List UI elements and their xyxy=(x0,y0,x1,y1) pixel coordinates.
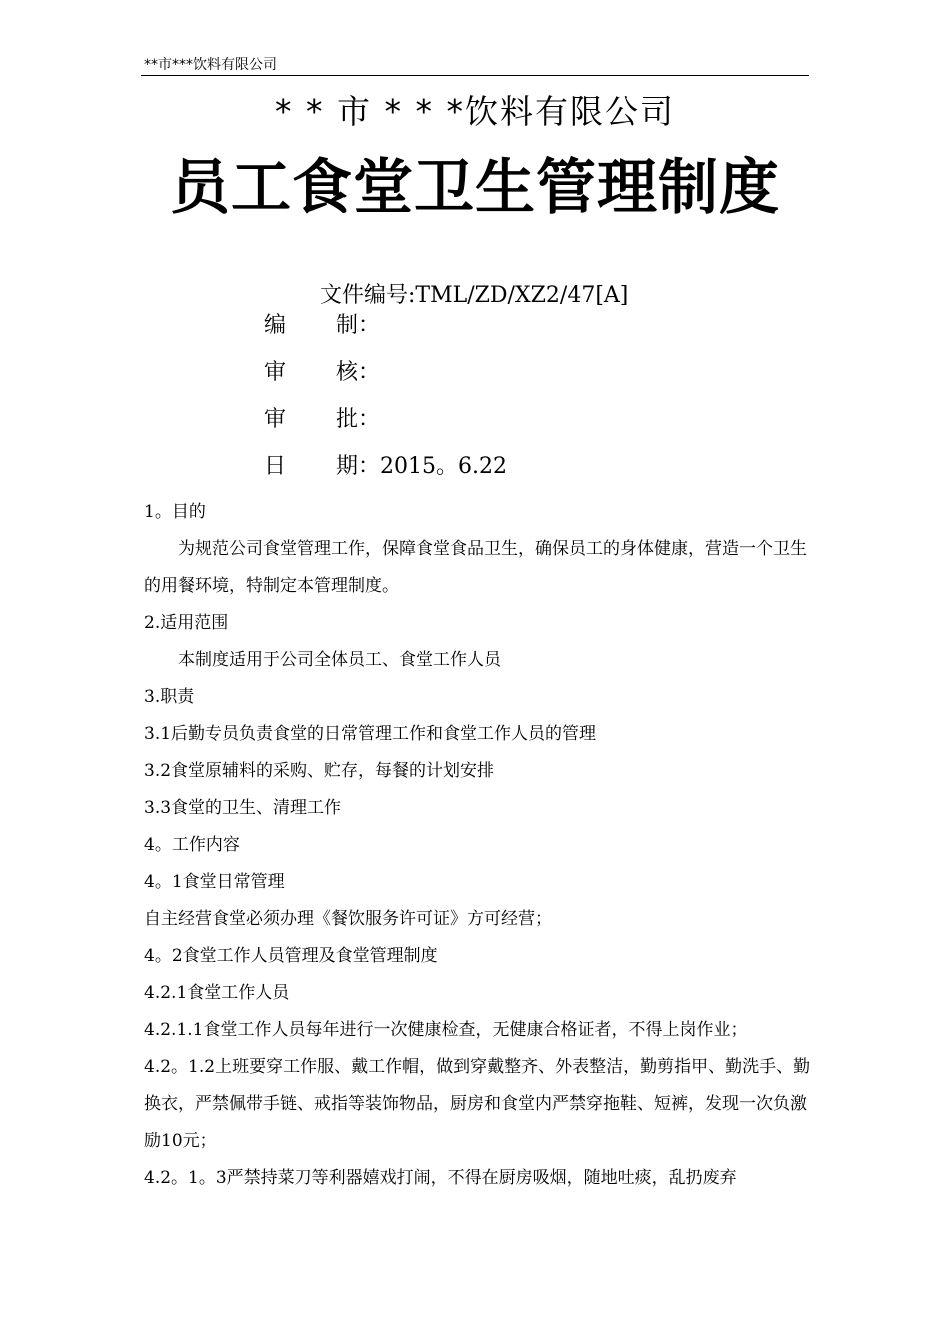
body-paragraph: 4.2.1.1食堂工作人员每年进行一次健康检查，无健康合格证者，不得上岗作业； xyxy=(144,1020,748,1040)
body-paragraph: 4.2。1.2上班要穿工作服、戴工作帽，做到穿戴整齐、外表整洁，勤剪指甲、勤洗手、勤换衣，严禁佩带手链、戒指等装饰物品，厨房和食堂内严禁穿拖鞋、短裤，发现一次负激励10元； xyxy=(144,1057,811,1151)
meta-value: 期：2015。6.22 xyxy=(336,454,507,479)
subsection-heading: 4。1食堂日常管理 xyxy=(144,872,285,892)
body-paragraph: 3.1后勤专员负责食堂的日常管理工作和食堂工作人员的管理 xyxy=(144,724,597,744)
document-body xyxy=(144,494,812,1197)
meta-row-compiler xyxy=(264,308,380,339)
subsection-heading: 4。2食堂工作人员管理及食堂管理制度 xyxy=(144,946,438,966)
section-heading: 4。工作内容 xyxy=(144,835,240,855)
body-paragraph: 3.2食堂原辅料的采购、贮存，每餐的计划安排 xyxy=(144,761,495,781)
meta-row-date xyxy=(264,449,507,480)
meta-label: 编 xyxy=(264,313,287,338)
meta-label: 日 xyxy=(264,454,287,479)
subsection-heading: 4.2.1食堂工作人员 xyxy=(144,983,290,1003)
section-heading: 1。目的 xyxy=(144,502,206,522)
meta-label: 审 xyxy=(264,360,287,385)
meta-value: 制： xyxy=(336,313,381,338)
header-divider xyxy=(141,75,809,76)
body-paragraph: 为规范公司食堂管理工作，保障食堂食品卫生，确保员工的身体健康，营造一个卫生的用餐环境，特制定本管理制度。 xyxy=(144,539,807,596)
section-heading: 3.职责 xyxy=(144,687,195,707)
meta-label: 审 xyxy=(264,407,287,432)
body-paragraph: 自主经营食堂必须办理《餐饮服务许可证》方可经营； xyxy=(144,909,552,929)
meta-row-reviewer xyxy=(264,355,380,386)
company-name: * * 市 * * *饮料有限公司 xyxy=(275,92,675,131)
document-number: 文件编号:TML/ZD/XZ2/47[A] xyxy=(320,283,629,308)
meta-value: 核： xyxy=(336,360,381,385)
meta-row-approver xyxy=(264,402,380,433)
body-paragraph: 本制度适用于公司全体员工、食堂工作人员 xyxy=(178,650,501,670)
page-header: **市***饮料有限公司 xyxy=(144,57,277,73)
body-paragraph: 3.3食堂的卫生、清理工作 xyxy=(144,798,342,818)
section-heading: 2.适用范围 xyxy=(144,613,229,633)
meta-value: 批： xyxy=(336,407,381,432)
body-paragraph: 4.2。1。3严禁持菜刀等利器嬉戏打闹，不得在厨房吸烟，随地吐痰，乱扔废弃 xyxy=(144,1168,737,1188)
document-title: 员工食堂卫生管理制度 xyxy=(170,153,780,223)
